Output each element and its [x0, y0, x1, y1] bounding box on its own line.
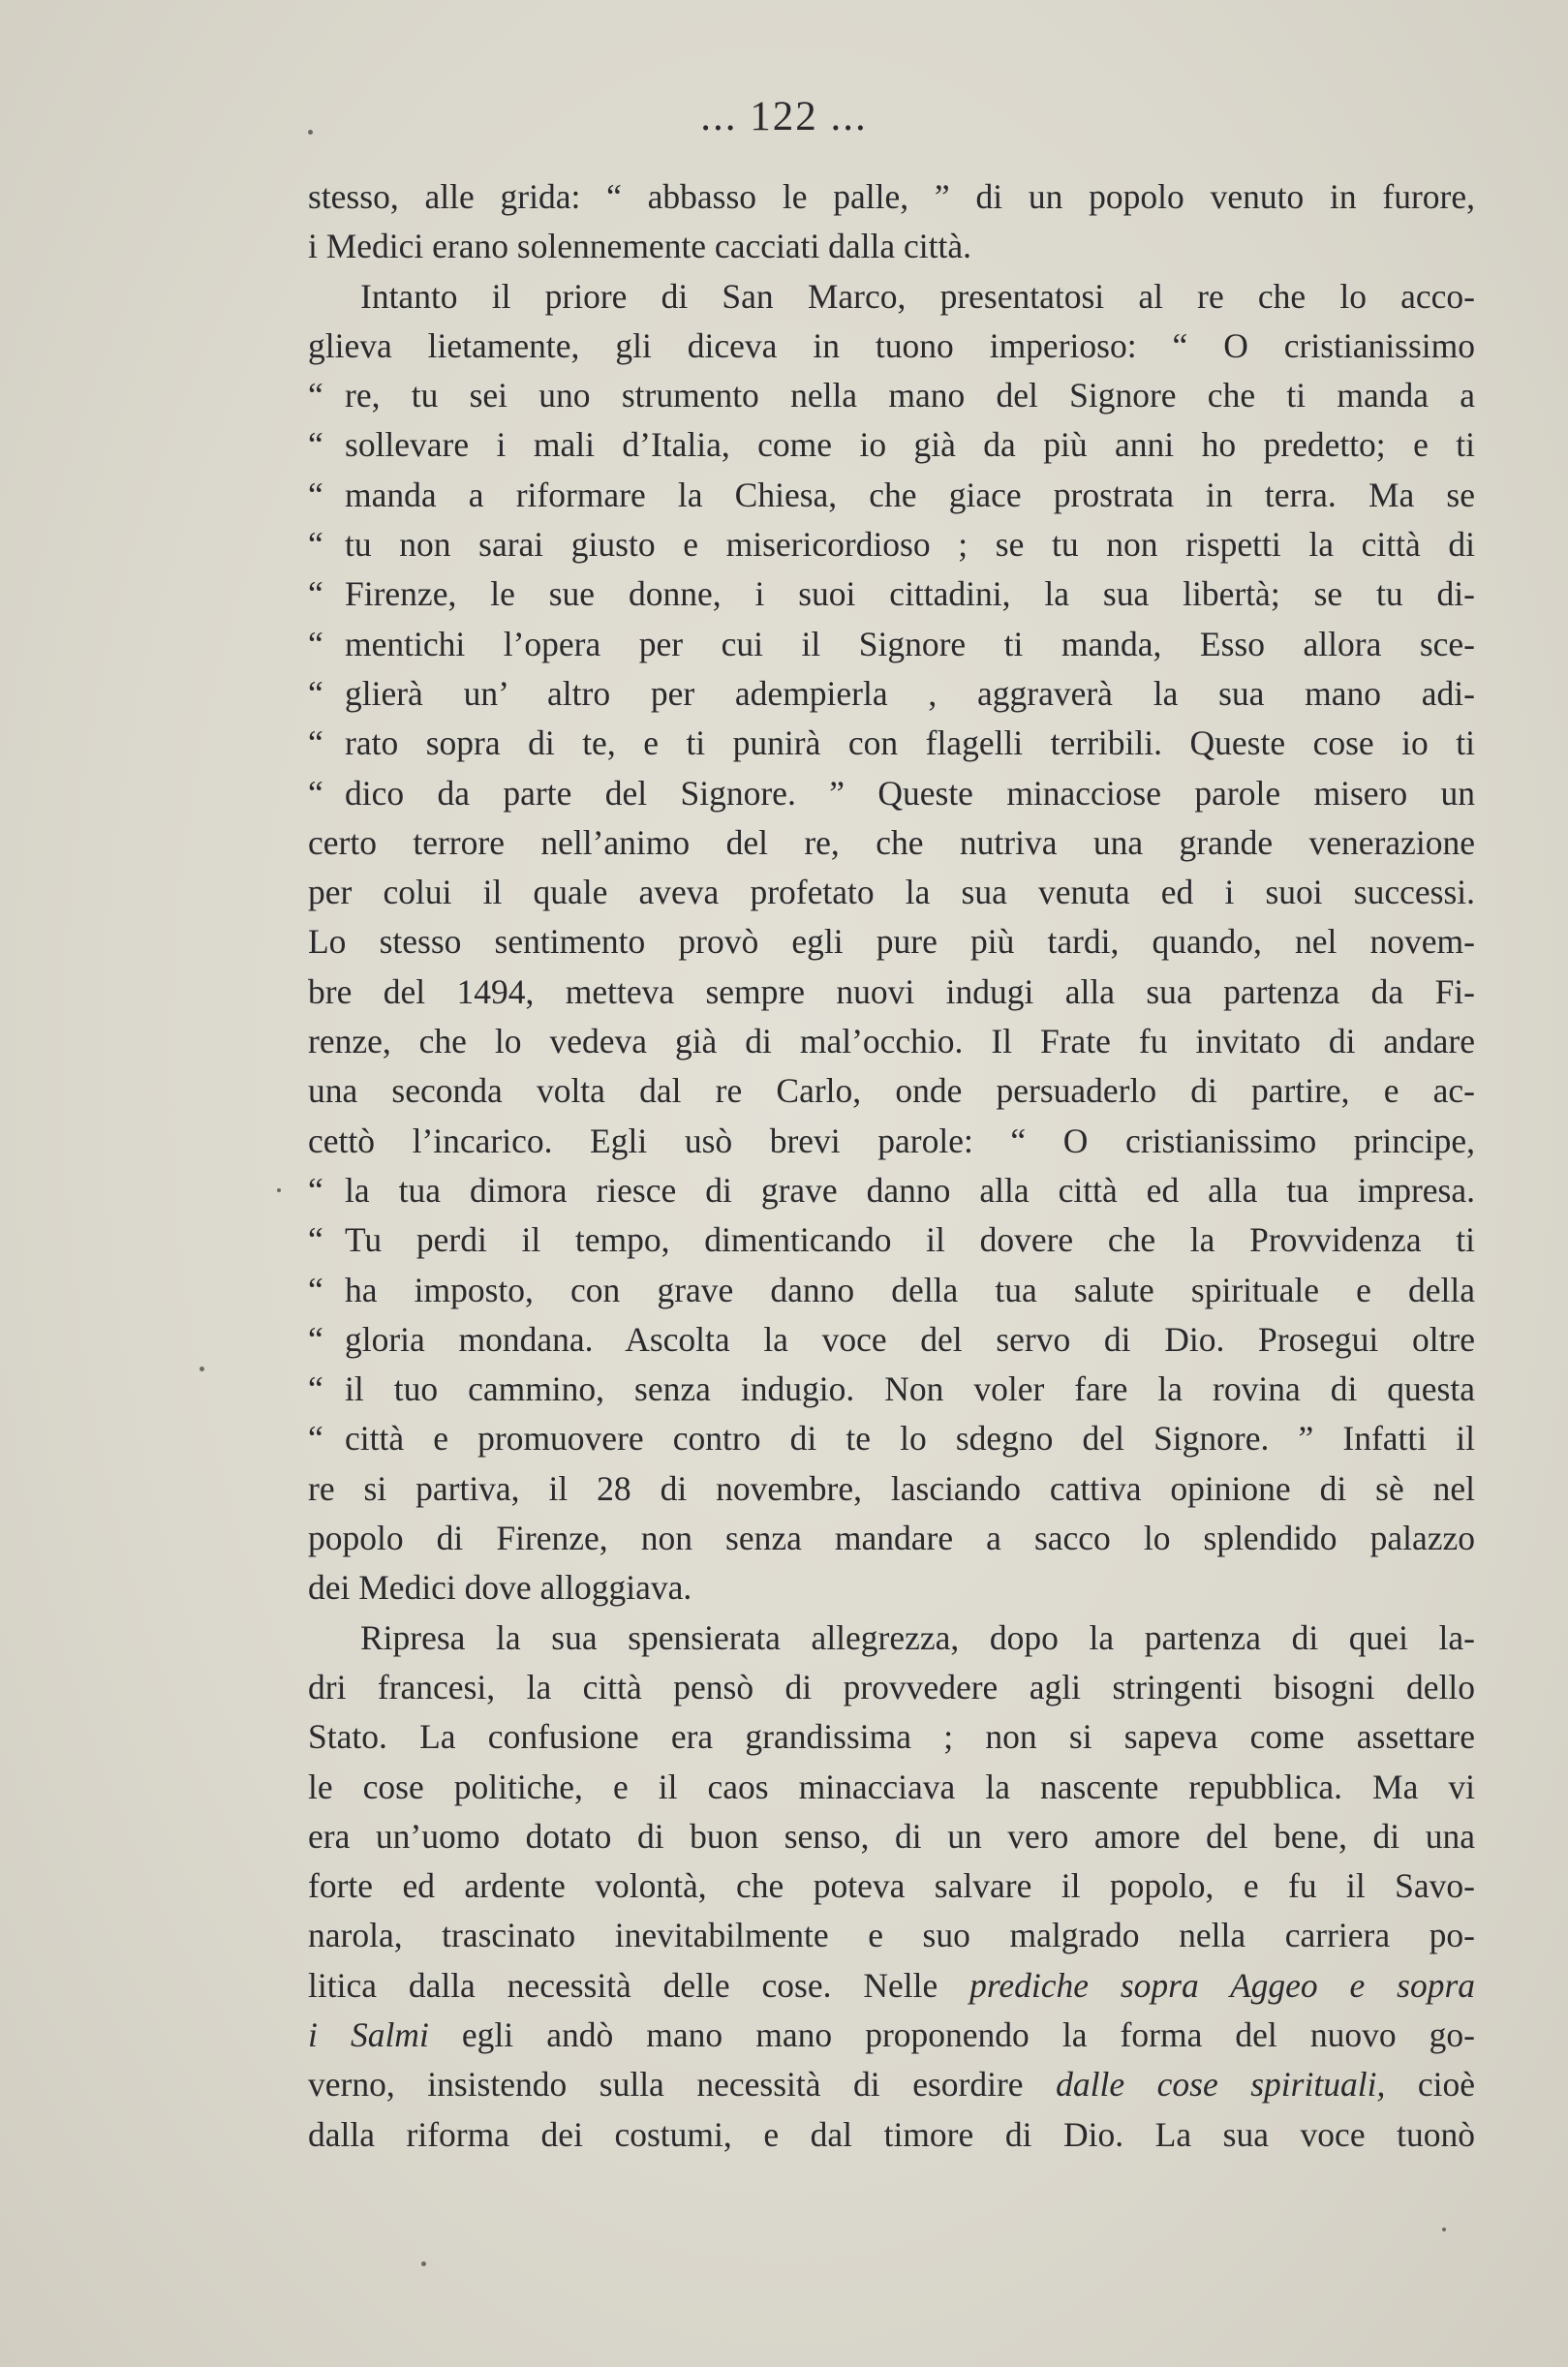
text-line [308, 620, 1475, 669]
italic-text: dalle cose spirituali, [1056, 2065, 1386, 2105]
quote-mark: “ [308, 773, 323, 813]
text-line [308, 868, 1475, 917]
line-text: per colui il quale aveva profetato la sua venuta ed i suoi successi. [308, 873, 1475, 912]
text-line [308, 569, 1475, 619]
text-line [308, 2110, 1475, 2160]
line-text: dalla riforma dei costumi, e dal timore di Dio. La sua voce tuonò [308, 2114, 1475, 2154]
line-text: forte ed ardente volontà, che poteva salvare il popolo, e fu il Savo- [308, 1866, 1475, 1906]
text-line [308, 1266, 1475, 1315]
text-line [308, 1315, 1475, 1365]
ink-speck [1442, 2228, 1446, 2231]
line-text: renze, che lo vedeva già di mal’occhio. Il Frate fu invitato di andare [308, 1022, 1475, 1061]
quote-mark: “ [308, 1419, 323, 1459]
text-line [308, 769, 1475, 818]
text-line [308, 322, 1475, 371]
line-text: verno, insistendo sulla necessità di esordire [308, 2065, 1024, 2105]
text-line [308, 818, 1475, 868]
line-text: era un’uomo dotato di buon senso, di un vero amore del bene, di una [308, 1816, 1475, 1856]
text-line [308, 1663, 1475, 1712]
text-line [308, 1414, 1475, 1463]
text-line [308, 172, 1475, 222]
quote-mark: “ [308, 1170, 323, 1210]
quote-mark: “ [308, 624, 323, 663]
text-line [308, 222, 1475, 271]
line-text: Intanto il priore di San Marco, presentatosi al re che lo acco- [360, 276, 1475, 316]
text-line [308, 1166, 1475, 1215]
line-text: città e promuovere contro di te lo sdegno del Signore. ” Infatti il [345, 1419, 1475, 1459]
text-line [308, 520, 1475, 569]
text-line [308, 2060, 1475, 2109]
ink-speck [421, 2261, 426, 2266]
line-text: gloria mondana. Ascolta la voce del servo di Dio. Prosegui oltre [345, 1319, 1475, 1359]
text-line [308, 371, 1475, 420]
line-text: glieva lietamente, gli diceva in tuono imperioso: “ O cristianissimo [308, 325, 1475, 365]
ink-speck [277, 1188, 281, 1192]
line-text: dri francesi, la città pensò di provvedere agli stringenti bisogni dello [308, 1667, 1475, 1706]
quote-mark: “ [308, 1319, 323, 1359]
text-line [308, 1117, 1475, 1166]
italic-text: i Salmi [308, 2014, 429, 2054]
quote-mark: “ [308, 1270, 323, 1309]
line-text: narola, trascinato inevitabilmente e suo malgrado nella carriera po- [308, 1916, 1475, 1955]
text-line [308, 1066, 1475, 1116]
line-text: Lo stesso sentimento provò egli pure più tardi, quando, nel novem- [308, 922, 1475, 962]
text-line [308, 1712, 1475, 1762]
line-text: cioè [1417, 2065, 1476, 2105]
ink-speck [200, 1367, 204, 1371]
text-line [308, 719, 1475, 768]
page-number: ... 122 ... [700, 94, 868, 139]
line-text: tu non sarai giusto e misericordioso ; se tu non rispetti la città di [345, 525, 1475, 565]
line-text: dico da parte del Signore. ” Queste minacciose parole misero un [345, 773, 1475, 813]
text-line [308, 420, 1475, 470]
line-text: manda a riformare la Chiesa, che giace prostrata in terra. Ma se [345, 475, 1475, 514]
line-text: sollevare i mali d’Italia, come io già da più anni ho predetto; e ti [345, 425, 1475, 465]
line-text: litica dalla necessità delle cose. Nelle [308, 1965, 938, 2005]
italic-text: prediche sopra Aggeo e sopra [969, 1965, 1476, 2005]
line-text: re, tu sei uno strumento nella mano del Signore che ti manda a [345, 376, 1475, 415]
text-line [308, 1563, 1475, 1613]
line-text: ha imposto, con grave danno della tua salute spirituale e della [345, 1270, 1475, 1309]
line-text: mentichi l’opera per cui il Signore ti manda, Esso allora sce- [345, 624, 1475, 663]
line-text: i Medici erano solennemente cacciati dalla città. [308, 227, 972, 266]
text-line [308, 1365, 1475, 1414]
text-line [308, 2011, 1475, 2060]
text-line [308, 1464, 1475, 1514]
line-text: Ripresa la sua spensierata allegrezza, dopo la partenza di quei la- [360, 1617, 1475, 1657]
line-text: la tua dimora riesce di grave danno alla città ed alla tua impresa. [345, 1170, 1475, 1210]
line-text: le cose politiche, e il caos minacciava la nascente repubblica. Ma vi [308, 1767, 1475, 1806]
body-text [308, 172, 1475, 2160]
line-text: Firenze, le sue donne, i suoi cittadini, la sua libertà; se tu di- [345, 574, 1475, 614]
text-line [308, 917, 1475, 967]
line-text: rato sopra di te, e ti punirà con flagelli terribili. Queste cose io ti [345, 723, 1475, 763]
line-text: cettò l’incarico. Egli usò brevi parole: “ O cristianissimo principe, [308, 1121, 1475, 1160]
text-line [308, 272, 1475, 322]
text-line [308, 1614, 1475, 1663]
text-line [308, 1812, 1475, 1861]
text-line [308, 1017, 1475, 1066]
text-line [308, 1911, 1475, 1960]
text-line [308, 1861, 1475, 1911]
text-line [308, 968, 1475, 1017]
text-line [308, 1961, 1475, 2011]
line-text: egli andò mano mano proponendo la forma del nuovo go- [461, 2014, 1476, 2054]
quote-mark: “ [308, 376, 323, 415]
ink-speck [308, 130, 313, 135]
quote-mark: “ [308, 574, 323, 614]
line-text: una seconda volta dal re Carlo, onde persuaderlo di partire, e ac- [308, 1071, 1475, 1111]
text-line [308, 1215, 1475, 1265]
line-text: re si partiva, il 28 di novembre, lasciando cattiva opinione di sè nel [308, 1468, 1475, 1508]
line-text: bre del 1494, metteva sempre nuovi indugi alla sua partenza da Fi- [308, 971, 1475, 1011]
line-text: popolo di Firenze, non senza mandare a sacco lo splendido palazzo [308, 1519, 1475, 1558]
line-text: stesso, alle grida: “ abbasso le palle, ” di un popolo venuto in furore, [308, 177, 1475, 216]
text-line [308, 1763, 1475, 1812]
line-text: Tu perdi il tempo, dimenticando il dovere che la Provvidenza ti [345, 1220, 1475, 1260]
line-text: il tuo cammino, senza indugio. Non voler fare la rovina di questa [345, 1369, 1475, 1409]
quote-mark: “ [308, 425, 323, 465]
quote-mark: “ [308, 525, 323, 565]
quote-mark: “ [308, 673, 323, 713]
line-text: dei Medici dove alloggiava. [308, 1568, 692, 1608]
quote-mark: “ [308, 475, 323, 514]
line-text: Stato. La confusione era grandissima ; non si sapeva come assettare [308, 1717, 1475, 1757]
quote-mark: “ [308, 1220, 323, 1260]
line-text: glierà un’ altro per adempierla , aggraverà la sua mano adi- [345, 673, 1475, 713]
quote-mark: “ [308, 1369, 323, 1409]
text-line [308, 669, 1475, 719]
quote-mark: “ [308, 723, 323, 763]
line-text: certo terrore nell’animo del re, che nutriva una grande venerazione [308, 822, 1475, 862]
text-line [308, 1514, 1475, 1563]
text-line [308, 471, 1475, 520]
